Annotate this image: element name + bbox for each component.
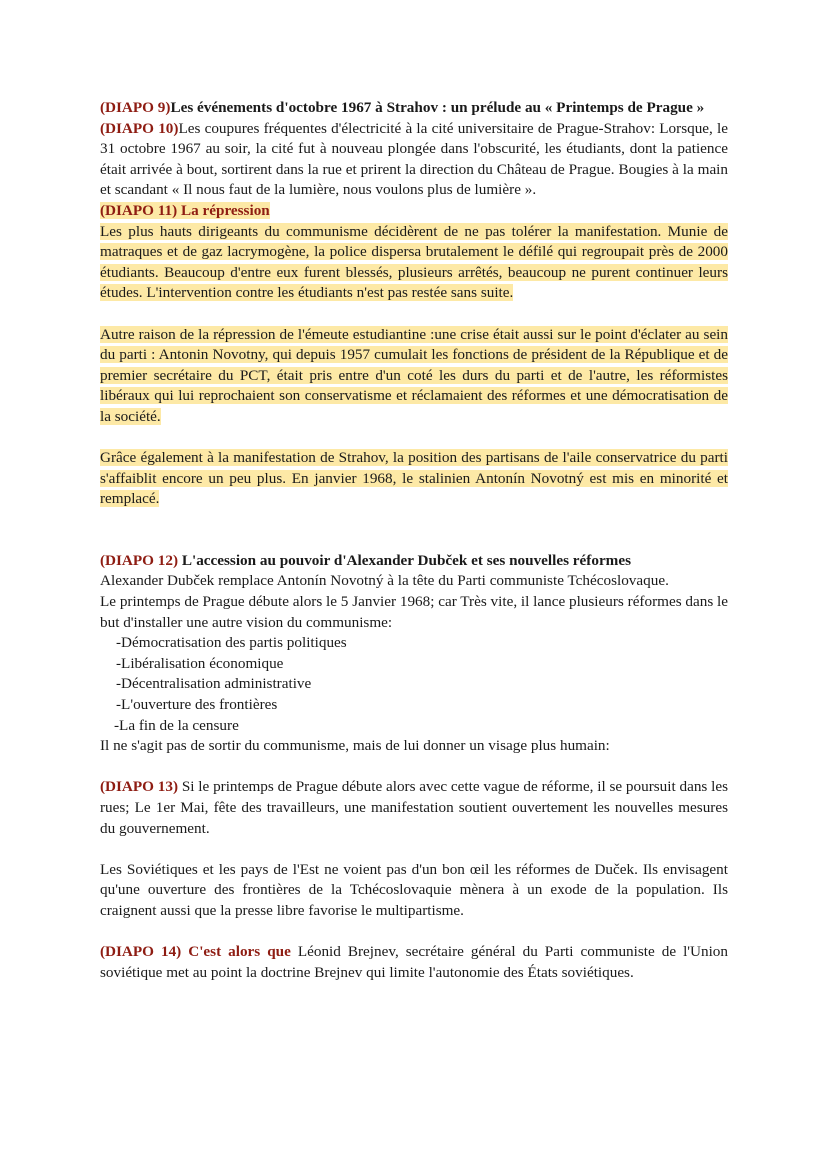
paragraph-soviets: Les Soviétiques et les pays de l'Est ne voient pas d'un bon œil les réformes de Duček. Ils envisagent qu'une ouverture des frontières de la Tchécoslovaquie mènera à un exode de la population. Ils craignent aussi que la presse libre favorise le multipartisme.: [100, 860, 728, 919]
paragraph-dubcek-2: Le printemps de Prague débute alors le 5 Janvier 1968; car Très vite, il lance plusieurs réformes dans le but d'installer une autre vision du communisme:: [100, 593, 728, 631]
spacer: [100, 510, 728, 551]
paragraph-diapo-14: [100, 942, 728, 983]
slide-tag: (DIAPO 13): [100, 778, 179, 796]
list-item: -L'ouverture des frontières: [116, 696, 278, 714]
paragraph-text: Si le printemps de Prague débute alors avec cette vague de réforme, il se poursuit dans les rues; Le 1er Mai, fête des travailleurs, une manifestation soutient ouvertement les nouvelles mesures du gouvernement.: [100, 778, 728, 837]
slide-heading: (DIAPO 11) La répression: [100, 201, 270, 219]
section-title: Les événements d'octobre 1967 à Strahov : un prélude au « Printemps de Prague »: [170, 99, 705, 116]
section-title: L'accession au pouvoir d'Alexander Dubček et ses nouvelles réformes: [178, 551, 631, 569]
spacer: [100, 428, 728, 449]
paragraph-repression-2: [100, 325, 728, 428]
spacer: [100, 757, 728, 778]
spacer: [100, 922, 728, 943]
highlighted-text: Grâce également à la manifestation de Strahov, la position des partisans de l'aile conservatrice du parti s'affaiblit encore un peu plus. En janvier 1968, le stalinien Antonín Novotný est mis en minorité et remplacé.: [100, 449, 728, 508]
highlighted-text: Les plus hauts dirigeants du communisme décidèrent de ne pas tolérer la manifestation. Munie de matraques et de gaz lacrymogène, la police dispersa brutalement le défilé qui regroupait près de 2000 étudiants. Beaucoup d'entre eux furent blessés, plusieurs arrêtés, beaucoup ne purent continuer leurs études. L'intervention contre les étudiants n'est pas restée sans suite.: [100, 222, 728, 302]
paragraph-repression-1: [100, 222, 728, 304]
paragraph-dubcek-conclusion: Il ne s'agit pas de sortir du communisme, mais de lui donner un visage plus humain:: [100, 737, 610, 755]
section-heading-diapo-9: [100, 98, 728, 119]
paragraph-text: Léonid Brejnev, secrétaire général du Parti communiste de l'Union soviétique met au point la doctrine Brejnev qui limite l'autonomie des États soviétiques.: [100, 943, 728, 981]
section-heading-diapo-12: [100, 551, 728, 572]
reforms-list: [100, 633, 728, 736]
spacer: [100, 304, 728, 325]
paragraph-text: Les coupures fréquentes d'électricité à la cité universitaire de Prague-Strahov: Lorsque, le 31 octobre 1967 au soir, la cité fut à nouveau plongée dans l'obscurité, les étudiants, dont la patience était arrivée à bout, sortirent dans la rue et prirent la direction du Château de Prague. Bougies à la main et scandant « Il nous faut de la lumière, nous voulons plus de lumière ».: [100, 119, 728, 199]
slide-tag: (DIAPO 9): [100, 99, 171, 116]
section-heading-diapo-11: [100, 201, 728, 222]
slide-tag: (DIAPO 10): [100, 119, 179, 137]
paragraph-diapo-13: [100, 777, 728, 839]
paragraph-diapo-10: [100, 119, 728, 201]
spacer: [100, 839, 728, 860]
highlighted-text: Autre raison de la répression de l'émeute estudiantine :une crise était aussi sur le point d'éclater au sein du parti : Antonin Novotny, qui depuis 1957 cumulait les fonctions de président de la République et de premier secrétaire du PCT, était pris entre d'un coté les durs du parti et de l'autre, les réformistes libéraux qui lui reprochaient son conservatisme et réclamaient des réformes et une démocratisation de la société.: [100, 325, 728, 425]
slide-tag: (DIAPO 14) C'est alors que: [100, 943, 291, 961]
list-item: -Démocratisation des partis politiques: [116, 634, 347, 652]
paragraph-repression-3: [100, 448, 728, 510]
list-item: -Libéralisation économique: [116, 654, 284, 672]
list-item: -Décentralisation administrative: [116, 675, 312, 693]
paragraph-dubcek-1: Alexander Dubček remplace Antonín Novotný à la tête du Parti communiste Tchécoslovaque.: [100, 572, 669, 590]
document-body: [100, 98, 728, 983]
slide-tag: (DIAPO 12): [100, 551, 179, 569]
list-item: -La fin de la censure: [114, 716, 239, 734]
